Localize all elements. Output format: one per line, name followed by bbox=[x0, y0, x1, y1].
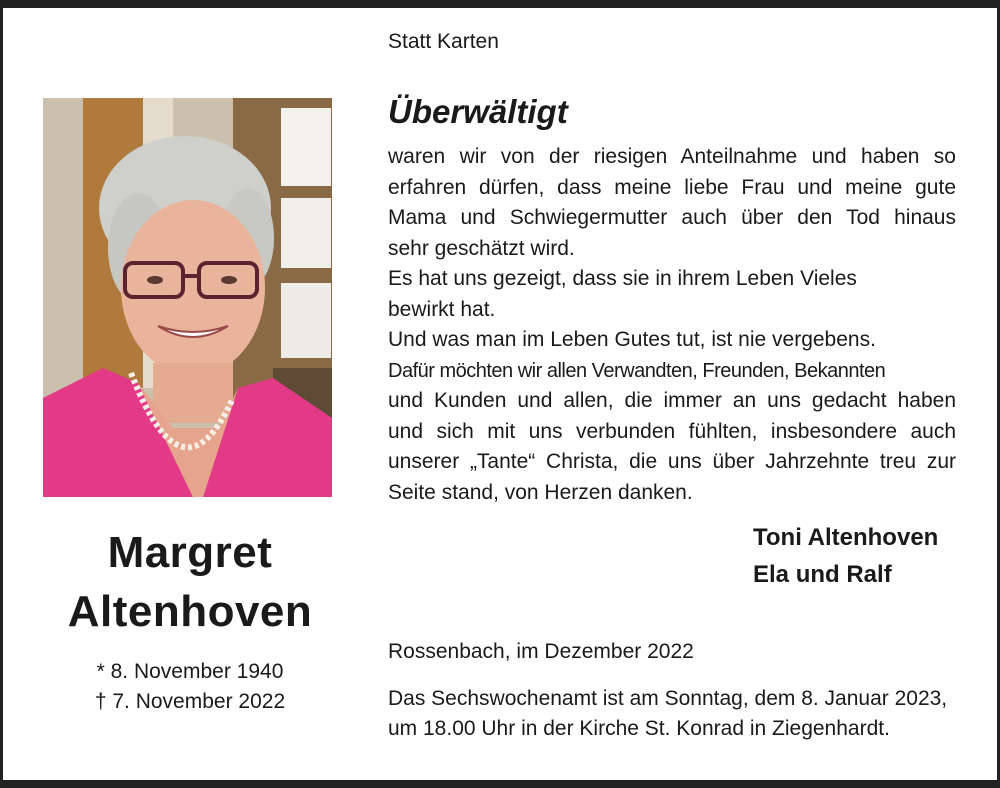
paragraph-line: Es hat uns gezeigt, dass sie in ihrem Leben Vieles bbox=[388, 267, 857, 290]
paragraph-line: waren wir von der riesigen Anteilnahme und haben so bbox=[388, 145, 956, 168]
paragraph-line: und Kunden und allen, die immer an uns gedacht haben bbox=[388, 389, 956, 412]
portrait-photo bbox=[43, 98, 332, 497]
paragraph-line: sehr geschätzt wird. bbox=[388, 236, 575, 260]
paragraph-line: und sich mit uns verbunden fühlten, insbesondere auch bbox=[388, 419, 956, 443]
paragraph-line: Mama und Schwiegermutter auch über den Tod hinaus bbox=[388, 206, 956, 229]
deceased-first-name: Margret bbox=[107, 528, 273, 577]
service-line: um 18.00 Uhr in der Kirche St. Konrad in Ziegenhardt. bbox=[388, 717, 890, 740]
place-date: Rossenbach, im Dezember 2022 bbox=[388, 640, 694, 663]
paragraph-line: unserer „Tante“ Christa, die uns über Jahrzehnte treu zur bbox=[388, 450, 956, 473]
paragraph-line: Seite stand, von Herzen danken. bbox=[388, 480, 693, 504]
deceased-last-name: Altenhoven bbox=[67, 587, 313, 636]
notice-headline: Überwältigt bbox=[388, 93, 568, 130]
signature-line: Ela und Ralf bbox=[753, 561, 892, 588]
service-line: Das Sechswochenamt ist am Sonntag, dem 8. Januar 2023, bbox=[388, 687, 948, 710]
paragraph-line: Dafür möchten wir allen Verwandten, Freunden, Bekannten bbox=[388, 359, 886, 382]
notice-paragraph bbox=[388, 142, 956, 508]
portrait-illustration bbox=[43, 98, 332, 497]
paragraph-line: Und was man im Leben Gutes tut, ist nie vergebens. bbox=[388, 328, 876, 351]
death-date: † 7. November 2022 bbox=[94, 690, 286, 713]
service-announcement bbox=[388, 684, 956, 744]
statt-karten-label: Statt Karten bbox=[388, 30, 499, 53]
paragraph-line: erfahren dürfen, dass meine liebe Frau und meine gute bbox=[388, 175, 956, 199]
birth-date: * 8. November 1940 bbox=[96, 660, 284, 683]
paragraph-line: bewirkt hat. bbox=[388, 297, 496, 321]
signature-line: Toni Altenhoven bbox=[753, 524, 939, 551]
